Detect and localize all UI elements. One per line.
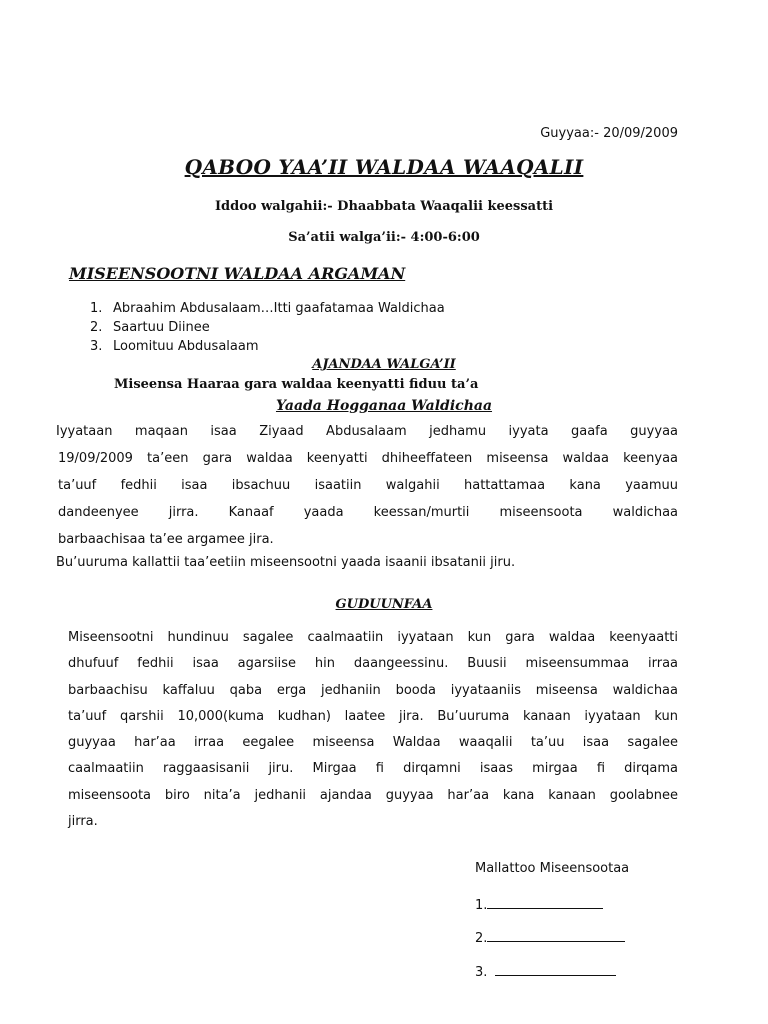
list-number: 1. [90, 301, 103, 316]
signature-blank [487, 896, 603, 909]
signature-number: 1. [475, 898, 488, 913]
list-number: 2. [90, 320, 103, 335]
member-name: Loomituu Abdusalaam [113, 339, 259, 354]
paragraph-line: dhufuuf fedhii isaa agarsiise hin daangeessinu. Buusii miseensummaa irraa [68, 656, 678, 672]
chair-opinion-heading: Yaada Hogganaa Waldichaa [275, 398, 493, 414]
document-title: QABOO YAA’II WALDAA WAAQALII [184, 155, 584, 179]
paragraph-line: caalmaatiin raggaasisanii jiru. Mirgaa fi dirqamni isaas mirgaa fi dirqama [68, 761, 678, 777]
signature-blank [487, 929, 625, 942]
paragraph-line: jirra. [68, 814, 98, 830]
members-heading: MISEENSOOTNI WALDAA ARGAMAN [69, 264, 406, 283]
list-item [90, 337, 445, 356]
list-item [90, 299, 445, 318]
signatures-heading: Mallattoo Miseensootaa [475, 861, 630, 876]
paragraph-line: barbaachisu kaffaluu qaba erga jedhaniin booda iyyataaniis miseensa waldichaa [68, 682, 678, 698]
list-number: 3. [90, 339, 103, 354]
signature-number: 3. [475, 965, 488, 980]
meeting-venue: Iddoo walgahii:- Dhaabbata Waaqalii keessatti [214, 199, 554, 214]
signature-line [475, 896, 603, 913]
opinion-note: Bu’uuruma kallattii taa’eetiin miseensootni yaada isaanii ibsatanii jiru. [56, 555, 516, 570]
paragraph-line: guyyaa har’aa irraa eegalee miseensa Waldaa waaqalii ta’uu isaa sagalee [68, 735, 678, 751]
list-item [90, 318, 445, 337]
signature-number: 2. [475, 931, 488, 946]
signature-line [475, 963, 616, 980]
conclusion-heading: GUDUUNFAA [335, 597, 433, 612]
members-list [90, 299, 445, 356]
paragraph-line: barbaachisaa ta’ee argamee jira. [58, 532, 274, 547]
paragraph-line: ta’uuf fedhii isaa ibsachuu isaatiin walgahii hattattamaa kana yaamuu [58, 478, 678, 493]
paragraph-line: miseensoota biro nita’a jedhanii ajandaa guyyaa har’aa kana kanaan goolabnee [68, 787, 678, 803]
paragraph-line: Miseensootni hundinuu sagalee caalmaatiin iyyataan kun gara waldaa keenyaatti [68, 630, 678, 645]
meeting-date: Guyyaa:- 20/09/2009 [540, 126, 678, 141]
paragraph-line: ta’uuf qarshii 10,000(kuma kudhan) laatee jira. Bu’uuruma kanaan iyyataan kun [68, 708, 678, 724]
chair-opinion-paragraph [56, 418, 678, 553]
member-name: Abraahim Abdusalaam…Itti gaafatamaa Waldichaa [113, 301, 445, 316]
paragraph-line: Iyyataan maqaan isaa Ziyaad Abdusalaam jedhamu iyyata gaafa guyyaa [56, 424, 678, 439]
signature-blank [495, 963, 616, 976]
agenda-item: Miseensa Haaraa gara waldaa keenyatti fiduu ta’a [114, 377, 479, 392]
agenda-heading: AJANDAA WALGA’II [312, 357, 456, 372]
paragraph-line: dandeenyee jirra. Kanaaf yaada keessan/murtii miseensoota waldichaa [58, 505, 678, 520]
conclusion-paragraph [68, 625, 678, 835]
member-name: Saartuu Diinee [113, 320, 210, 335]
meeting-time: Sa’atii walga’ii:- 4:00-6:00 [288, 230, 480, 245]
paragraph-line: 19/09/2009 ta’een gara waldaa keenyatti dhiheeffateen miseensa waldaa keenyaa [58, 451, 678, 466]
signature-line [475, 929, 625, 946]
